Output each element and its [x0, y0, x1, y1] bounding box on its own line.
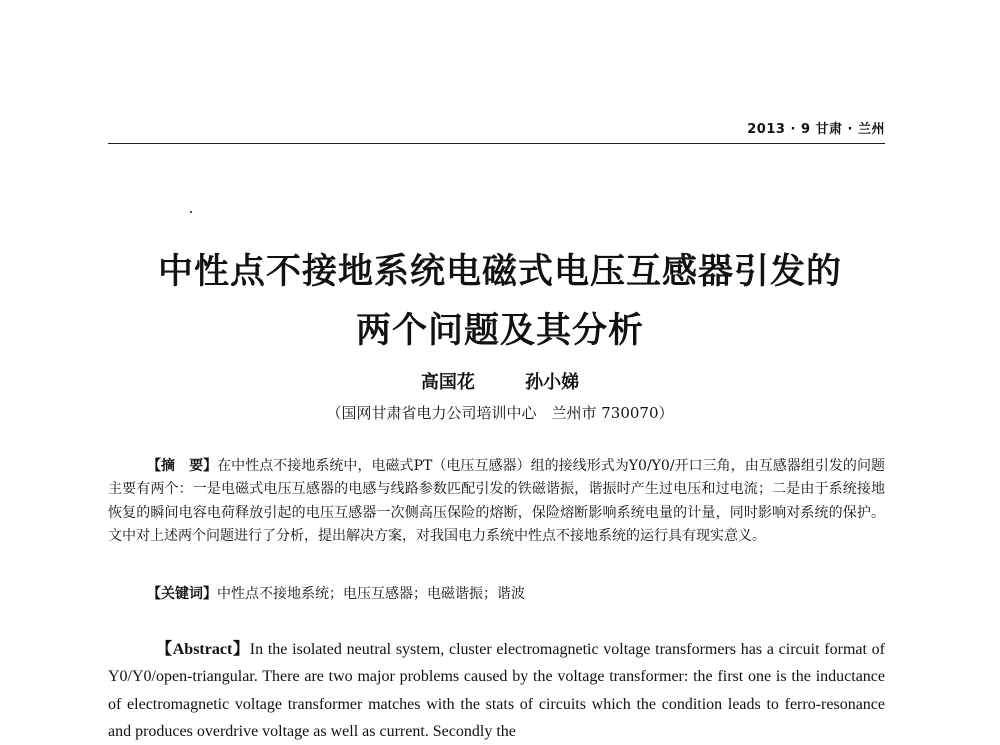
- english-abstract-text: In the isolated neutral system, cluster electromagnetic voltage transformers has a circuit format of Y0/Y0/open-triangular. There are two major problems caused by the voltage transformer: the first one is the inductance of electromagnetic voltage transformer matches with the stats of circuits which the condition leads to ferro-resonance and produces overdrive voltage as well as current. Secondly the: [108, 641, 886, 740]
- header-rule: [108, 143, 885, 144]
- english-abstract-label: 【Abstract】: [156, 641, 250, 658]
- keywords-label: 【关键词】: [147, 586, 217, 602]
- stray-dot: [190, 211, 192, 213]
- keywords: [108, 583, 885, 603]
- chinese-abstract-label: 【摘 要】: [147, 458, 218, 474]
- affiliation: （国网甘肃省电力公司培训中心 兰州市 730070）: [326, 404, 674, 422]
- journal-header: 2013 · 9 甘肃 · 兰州: [747, 122, 885, 137]
- authors: [0, 368, 1000, 394]
- chinese-abstract-text: 在中性点不接地系统中，电磁式PT（电压互感器）组的接线形式为Y0/Y0/开口三角，由互感器组引发的问题主要有两个：一是电磁式电压互感器的电感与线路参数匹配引发的铁磁谐振，谐振时产生过电压和过电流；二是由于系统接地恢复的瞬间电容电荷释放引起的电压互感器一次侧高压保险的熔断，保险熔断影响系统电量的计量，同时影响对系统的保护。文中对上述两个问题进行了分析，提出解决方案，对我国电力系统中性点不接地系统的运行具有现实意义。: [108, 458, 885, 545]
- author-1: 高国花: [420, 372, 475, 393]
- english-abstract: [108, 636, 885, 745]
- keywords-text: 中性点不接地系统；电压互感器；电磁谐振；谐波: [217, 586, 525, 602]
- title-line-1: 中性点不接地系统电磁式电压互感器引发的: [157, 251, 842, 292]
- title-line-2: 两个问题及其分析: [355, 310, 644, 351]
- author-2: 孙小娣: [525, 372, 580, 393]
- chinese-abstract: [108, 455, 885, 549]
